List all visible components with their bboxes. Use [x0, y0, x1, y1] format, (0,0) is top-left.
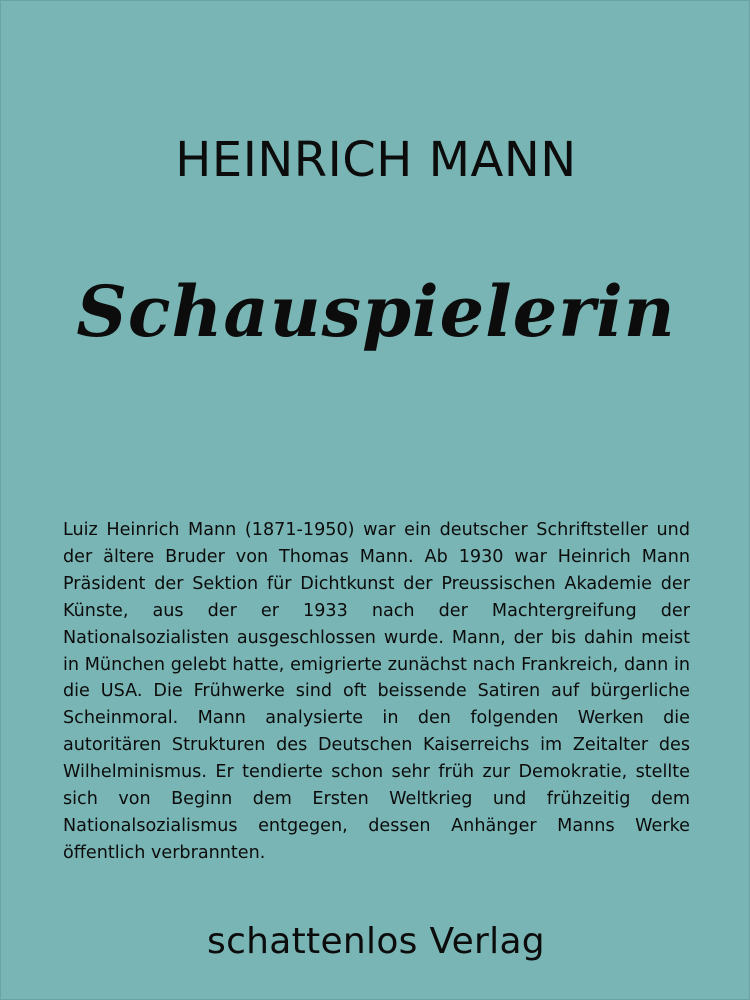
author-biography: Luiz Heinrich Mann (1871-1950) war ein deutscher Schriftsteller und der ältere Bruder von Thomas Mann. Ab 1930 war Heinrich Mann Präsident der Sektion für Dichtkunst der Preussischen Akademie der Künste, aus der er 1933 nach der Machtergreifung der Nationalsozialisten ausgeschlossen wurde. Mann, der bis dahin meist in München gelebt hatte, emigrierte zunächst nach Frankreich, dann in die USA. Die Frühwerke sind oft beissende Satiren auf bürgerliche Scheinmoral. Mann analysierte in den folgenden Werken die autoritären Strukturen des Deutschen Kaiserreichs im Zeitalter des Wilhelminismus. Er tendierte schon sehr früh zur Demokratie, stellte sich von Beginn dem Ersten Weltkrieg und frühzeitig dem Nationalsozialismus entgegen, dessen Anhänger Manns Werke öffentlich verbrannten. [63, 520, 690, 863]
author-name: HEINRICH MANN [175, 132, 577, 188]
book-title: Schauspielerin [76, 270, 676, 353]
publisher-name: schattenlos Verlag [207, 921, 545, 962]
